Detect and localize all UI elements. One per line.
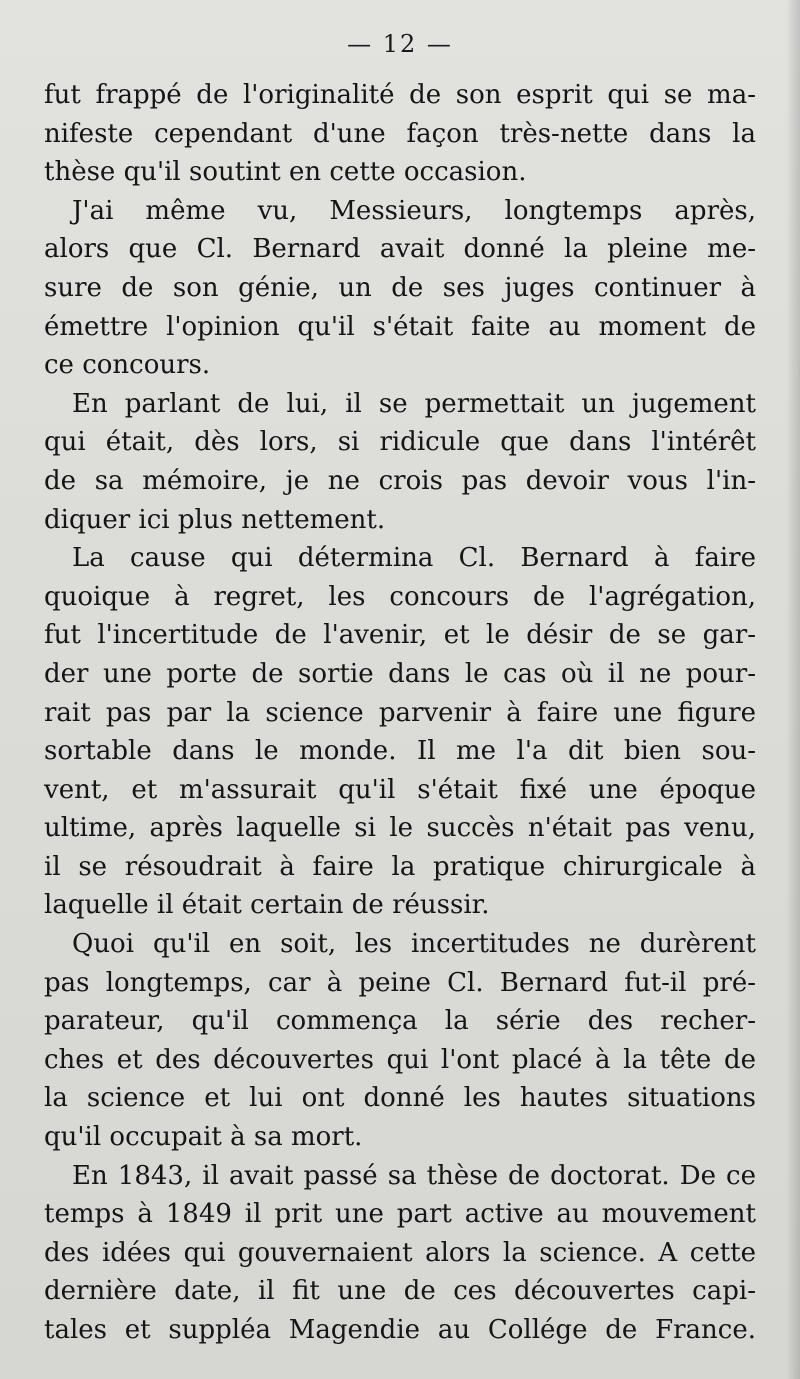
text-line: ce concours. (44, 350, 211, 381)
text-line: il se résoudrait à faire la pratique chirurgicale à (44, 851, 756, 882)
text-line: En 1843, il avait passé sa thèse de doctorat. De ce (72, 1160, 756, 1191)
text-line: alors que Cl. Bernard avait donné la pleine me- (44, 234, 756, 265)
text-line: quoique à regret, les concours de l'agrégation, (44, 581, 756, 612)
text-line: Quoi qu'il en soit, les incertitudes ne durèrent (72, 929, 756, 960)
text-line: pas longtemps, car à peine Cl. Bernard fut-il pré- (44, 967, 756, 998)
text-line: rait pas par la science parvenir à faire une figure (44, 697, 756, 728)
text-line: ultime, après laquelle si le succès n'était pas venu, (44, 813, 756, 844)
text-line: qu'il occupait à sa mort. (44, 1122, 363, 1153)
text-line: des idées qui gouvernaient alors la science. A cette (44, 1237, 756, 1268)
text-line: sure de son génie, un de ses juges continuer à (44, 272, 756, 303)
body-text (44, 76, 756, 1350)
text-line: vent, et m'assurait qu'il s'était fixé une époque (44, 774, 756, 805)
text-line: fut l'incertitude de l'avenir, et le désir de se gar- (44, 620, 756, 651)
text-line: En parlant de lui, il se permettait un jugement (72, 388, 756, 419)
text-line: dernière date, il fit une de ces découvertes capi- (44, 1276, 756, 1307)
text-line: laquelle il était certain de réussir. (44, 890, 490, 921)
text-line: der une porte de sortie dans le cas où il ne pour- (44, 658, 756, 689)
text-line: La cause qui détermina Cl. Bernard à faire (72, 543, 756, 574)
text-line: temps à 1849 il prit une part active au mouvement (44, 1199, 756, 1230)
text-line: la science et lui ont donné les hautes situations (44, 1083, 756, 1114)
text-line: ches et des découvertes qui l'ont placé à la tête de (44, 1044, 756, 1075)
page-edge-shadow (786, 0, 800, 1379)
page-number: — 12 — (347, 30, 453, 58)
text-line: fut frappé de l'originalité de son esprit qui se ma- (44, 80, 756, 110)
text-line: diquer ici plus nettement. (44, 504, 386, 535)
text-line: de sa mémoire, je ne crois pas devoir vous l'in- (44, 465, 756, 496)
text-line: sortable dans le monde. Il me l'a dit bien sou- (44, 736, 756, 767)
text-line: émettre l'opinion qu'il s'était faite au moment de (44, 311, 756, 342)
text-line: J'ai même vu, Messieurs, longtemps après, (72, 195, 756, 226)
text-line: nifeste cependant d'une façon très-nette dans la (44, 118, 756, 149)
text-line: qui était, dès lors, si ridicule que dans l'intérêt (44, 427, 756, 458)
text-line: tales et suppléa Magendie au Collége de France. (44, 1315, 756, 1345)
text-line: thèse qu'il soutint en cette occasion. (44, 157, 527, 188)
text-line: parateur, qu'il commença la série des recher- (44, 1006, 756, 1037)
